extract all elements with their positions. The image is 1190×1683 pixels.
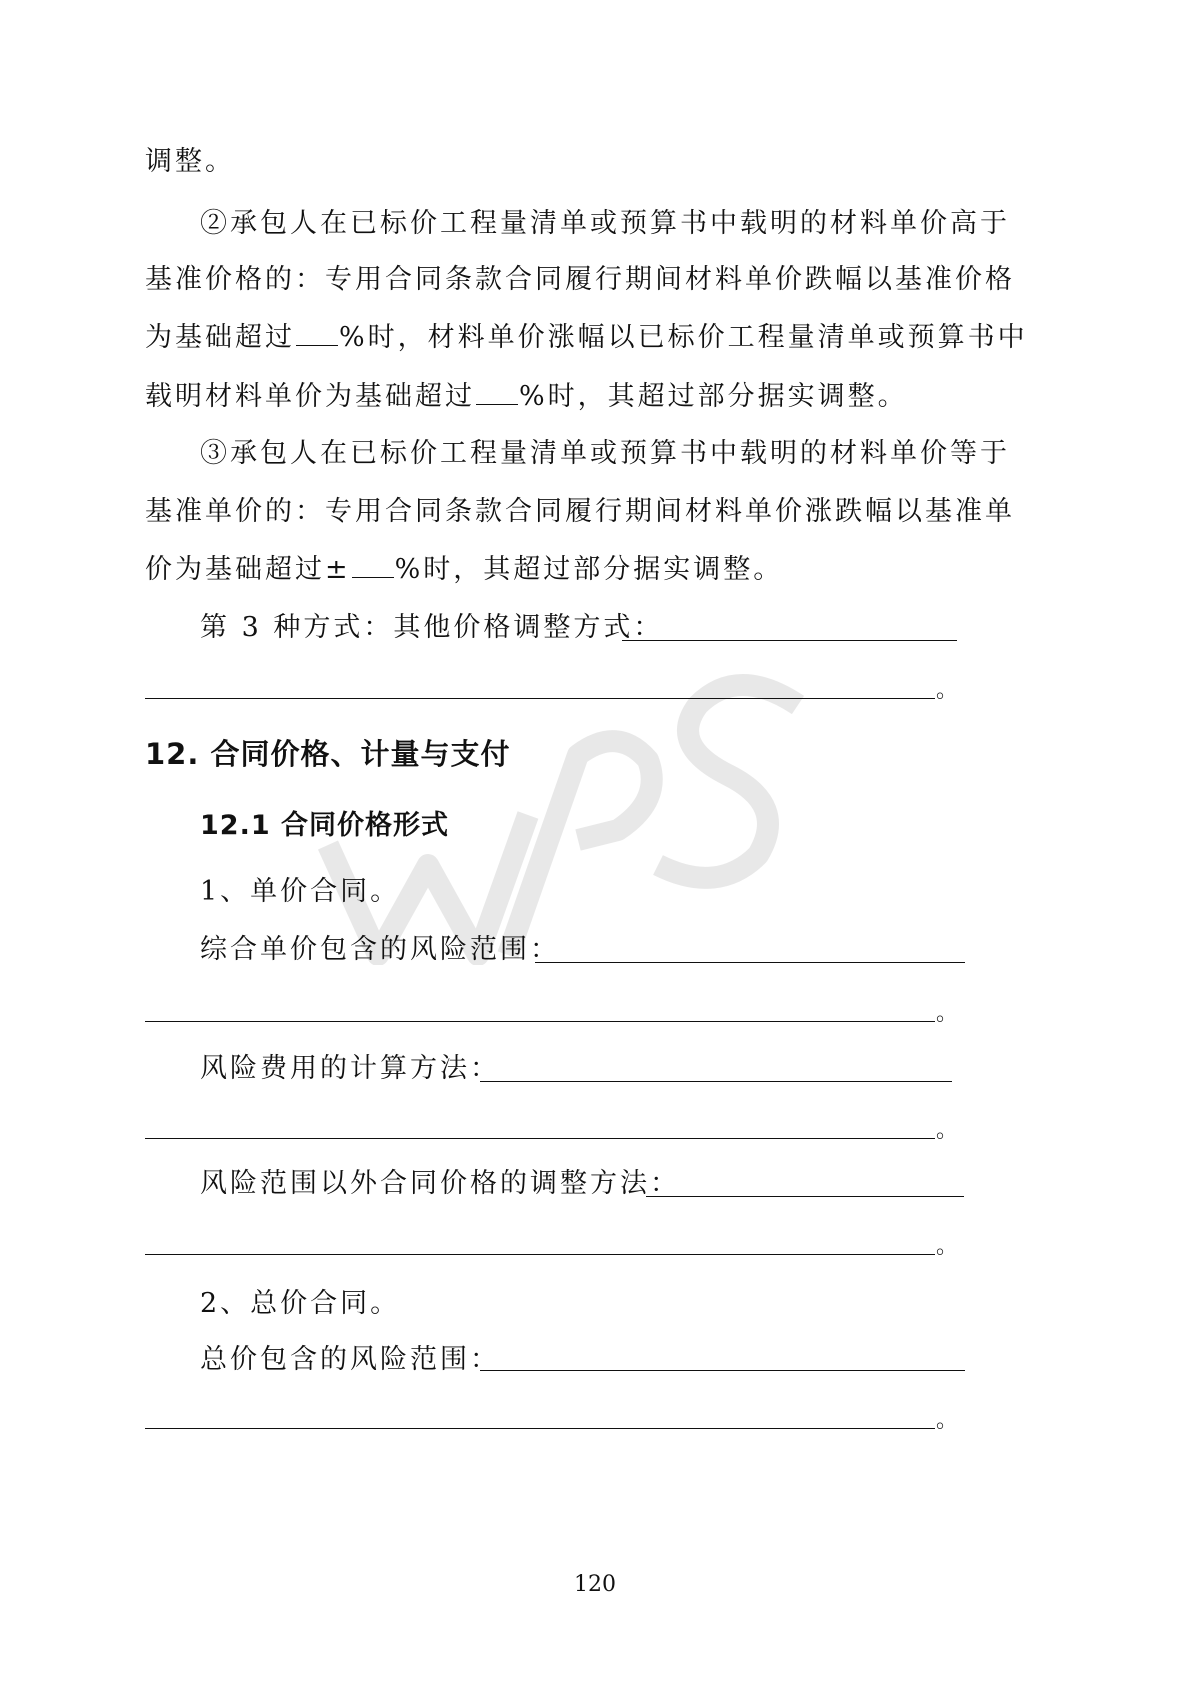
out-of-scope-adjust-line-2[interactable]	[145, 1254, 935, 1255]
percent-blank-3[interactable]	[352, 555, 394, 578]
page-number: 120	[574, 1572, 616, 1597]
period-mark: 。	[936, 1118, 959, 1143]
unit-price-risk-scope-label: 综合单价包含的风险范围：	[200, 934, 560, 965]
risk-fee-method-label: 风险费用的计算方法：	[200, 1053, 500, 1084]
method-3-label: 第 3 种方式：其他价格调整方式：	[200, 612, 664, 643]
period-mark: 。	[936, 1408, 959, 1433]
unit-price-risk-scope-line[interactable]	[535, 962, 965, 963]
clause-2-line-4-end: %时，其超过部分据实调整。	[519, 381, 908, 412]
clause-2-line-3	[145, 323, 1028, 351]
percent-blank-1[interactable]	[296, 323, 338, 346]
item-1-unit-price-contract: 1、单价合同。	[200, 876, 401, 907]
clause-2-line-4-start: 载明材料单价为基础超过	[145, 381, 475, 412]
clause-2-line-3-end: %时，材料单价涨幅以已标价工程量清单或预算书中	[339, 322, 1028, 353]
period-mark: 。	[936, 678, 959, 703]
method-3-fill-line[interactable]	[622, 640, 957, 641]
lump-sum-risk-scope-line-2[interactable]	[145, 1428, 935, 1429]
period-mark: 。	[936, 1234, 959, 1259]
percent-blank-2[interactable]	[476, 382, 518, 405]
out-of-scope-adjust-label: 风险范围以外合同价格的调整方法：	[200, 1168, 680, 1199]
unit-price-risk-scope-line-2[interactable]	[145, 1021, 935, 1022]
risk-fee-method-line-2[interactable]	[145, 1138, 935, 1139]
clause-2-line-3-start: 为基础超过	[145, 322, 295, 353]
lump-sum-risk-scope-label: 总价包含的风险范围：	[200, 1344, 500, 1375]
clause-3-line-2: 基准单价的：专用合同条款合同履行期间材料单价涨跌幅以基准单	[145, 496, 1015, 527]
paragraph-end-adjust: 调整。	[145, 146, 235, 177]
section-12-1-title: 12.1 合同价格形式	[200, 810, 450, 841]
period-mark: 。	[936, 1001, 959, 1026]
clause-2-line-1: ②承包人在已标价工程量清单或预算书中载明的材料单价高于	[200, 208, 1010, 239]
lump-sum-risk-scope-line[interactable]	[480, 1370, 965, 1371]
method-3-fill-line-2[interactable]	[145, 698, 935, 699]
clause-2-line-4	[145, 382, 908, 410]
risk-fee-method-line[interactable]	[480, 1081, 952, 1082]
clause-3-line-3-start: 价为基础超过±	[145, 554, 351, 585]
clause-2-line-2: 基准价格的：专用合同条款合同履行期间材料单价跌幅以基准价格	[145, 264, 1015, 295]
clause-3-line-3-end: %时，其超过部分据实调整。	[394, 554, 784, 585]
clause-3-line-3	[145, 555, 783, 583]
out-of-scope-adjust-line[interactable]	[646, 1196, 964, 1197]
clause-3-line-1: ③承包人在已标价工程量清单或预算书中载明的材料单价等于	[200, 438, 1010, 469]
item-2-lump-sum-contract: 2、总价合同。	[200, 1288, 401, 1319]
section-12-title: 12. 合同价格、计量与支付	[145, 737, 511, 771]
